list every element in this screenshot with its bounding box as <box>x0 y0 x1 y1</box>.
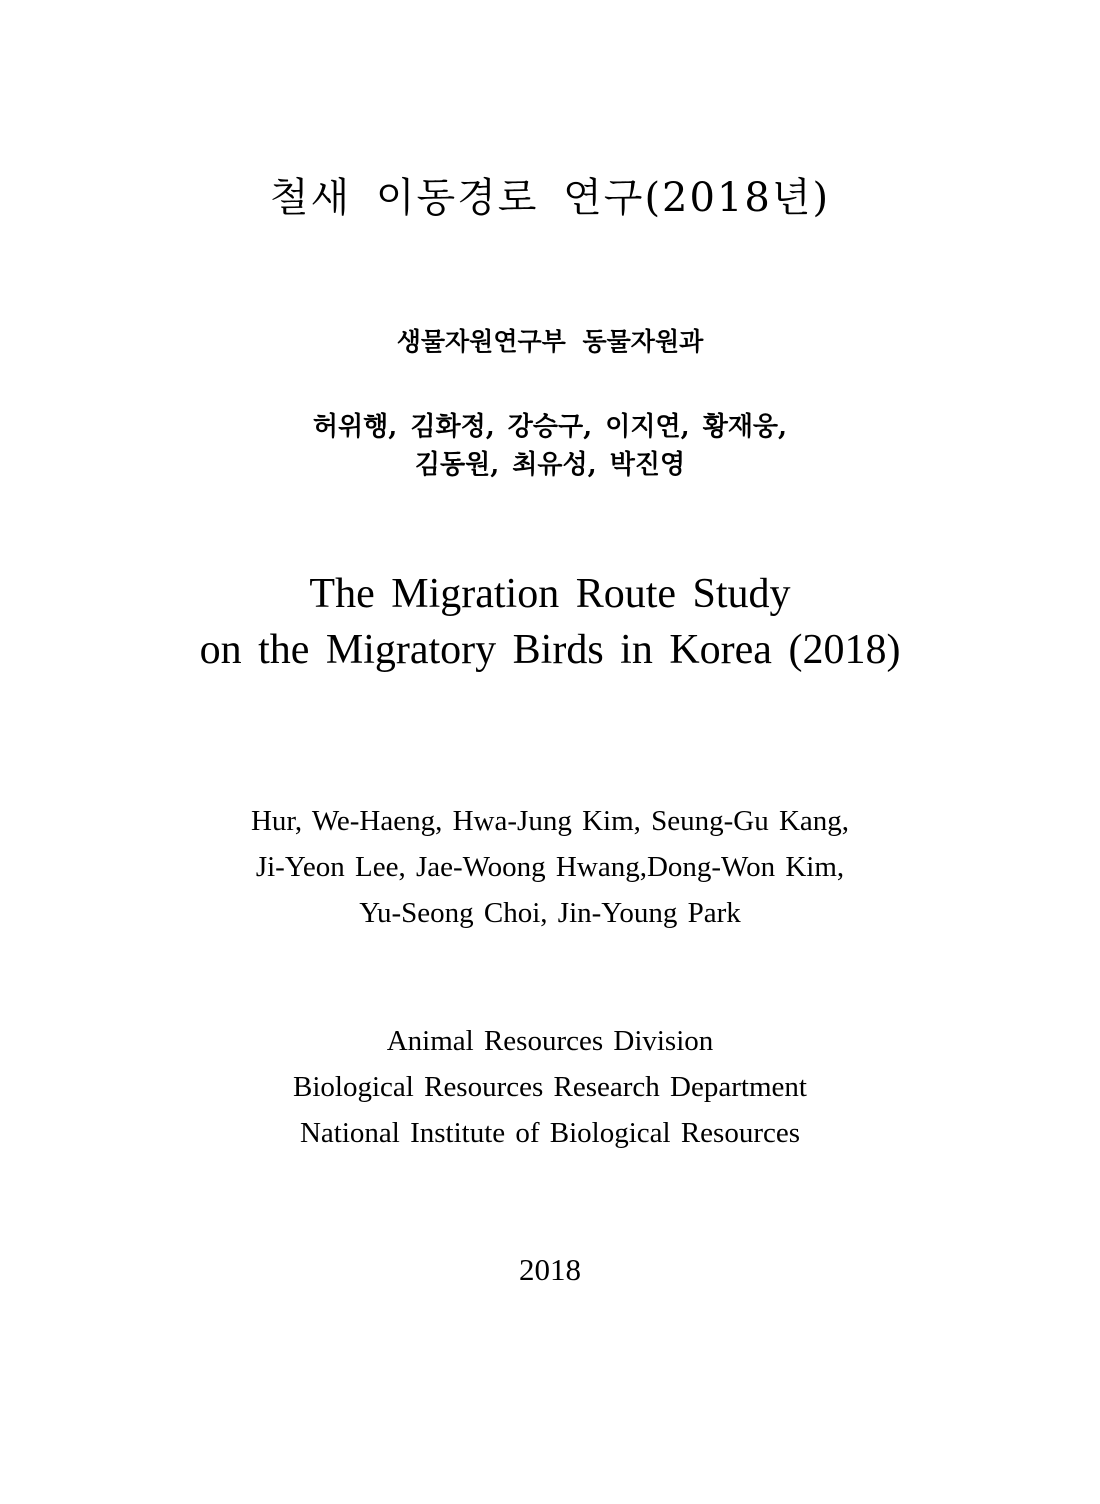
korean-authors-line: 허위행, 김화정, 강승구, 이지연, 황재웅, <box>312 412 788 442</box>
korean-title <box>0 172 1100 224</box>
english-authors <box>0 798 1100 936</box>
english-authors-line: Yu-Seong Choi, Jin-Young Park <box>359 897 741 929</box>
korean-authors-line: 김동원, 최유성, 박진영 <box>414 450 686 480</box>
korean-authors <box>0 408 1100 484</box>
korean-department-text: 생물자원연구부 동물자원과 <box>396 327 704 356</box>
publication-year-text: 2018 <box>519 1252 581 1287</box>
korean-department <box>0 324 1100 360</box>
publication-year <box>0 1248 1100 1292</box>
korean-title-text: 철새 이동경로 연구(2018년) <box>269 175 831 221</box>
english-title-line: on the Migratory Birds in Korea (2018) <box>199 627 901 673</box>
english-title <box>0 566 1100 678</box>
organization <box>0 1018 1100 1156</box>
english-authors-line: Ji-Yeon Lee, Jae-Woong Hwang,Dong-Won Kim, <box>255 851 845 883</box>
organization-line: National Institute of Biological Resources <box>299 1117 801 1149</box>
organization-line: Animal Resources Division <box>386 1025 714 1057</box>
organization-line: Biological Resources Research Department <box>293 1071 807 1103</box>
english-title-line: The Migration Route Study <box>309 571 791 617</box>
english-authors-line: Hur, We-Haeng, Hwa-Jung Kim, Seung-Gu Kang, <box>250 805 850 837</box>
